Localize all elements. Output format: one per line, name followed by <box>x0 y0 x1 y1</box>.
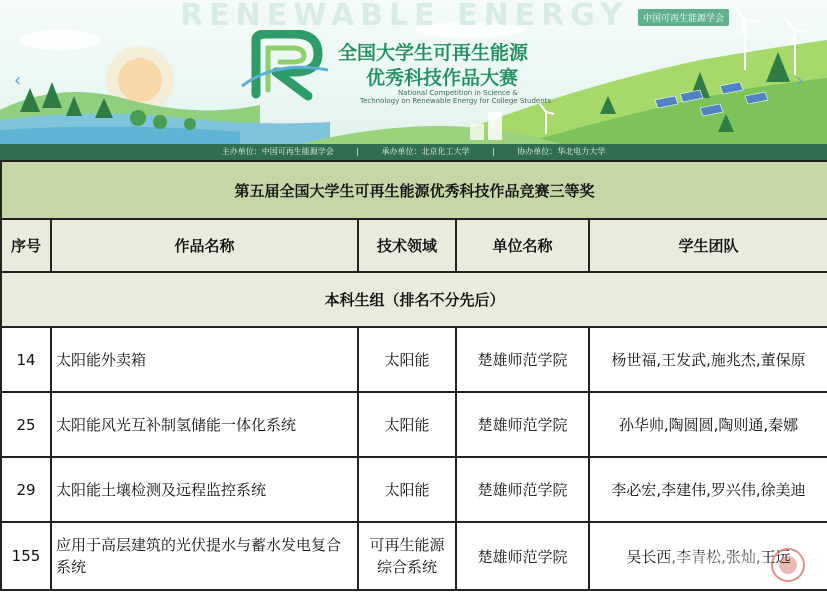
table-row <box>1 457 827 522</box>
cell-number: 155 <box>1 522 51 590</box>
table-header-row <box>1 219 827 272</box>
table-row <box>1 392 827 457</box>
cell-unit: 楚雄师范学院 <box>456 327 589 392</box>
undertaking-organizer: 承办单位：北京化工大学 <box>381 147 470 156</box>
organizer-bar <box>0 144 827 160</box>
cell-number: 29 <box>1 457 51 522</box>
cell-unit: 楚雄师范学院 <box>456 392 589 457</box>
carousel-next-icon[interactable]: › <box>796 70 804 91</box>
cell-work-name: 应用于高层建筑的光伏提水与蓄水发电复合系统 <box>51 522 358 590</box>
host-organizer: 主办单位：中国可再生能源学会 <box>221 147 334 156</box>
organizer-separator: | <box>356 147 359 156</box>
cell-team: 孙华帅,陶圆圆,陶则通,秦娜 <box>589 392 827 457</box>
competition-banner <box>0 0 827 160</box>
society-tag: 中国可再生能源学会 <box>638 9 729 26</box>
cell-unit: 楚雄师范学院 <box>456 522 589 590</box>
cell-work-name: 太阳能外卖箱 <box>51 327 358 392</box>
cell-field: 太阳能 <box>358 457 456 522</box>
column-header-work-name: 作品名称 <box>51 219 358 272</box>
column-header-unit: 单位名称 <box>456 219 589 272</box>
column-header-team: 学生团队 <box>589 219 827 272</box>
cell-unit: 楚雄师范学院 <box>456 457 589 522</box>
background-title-text: RENEWABLE ENERGY <box>180 0 628 33</box>
table-row <box>1 327 827 392</box>
cell-team: 吴长西,李青松,张灿,王远 <box>589 522 827 590</box>
banner-english-line-1: National Competition in Science & <box>398 89 518 97</box>
co-organizer: 协办单位：华北电力大学 <box>517 147 606 156</box>
cell-work-name: 太阳能土壤检测及远程监控系统 <box>51 457 358 522</box>
carousel-prev-icon[interactable]: ‹ <box>14 70 22 91</box>
group-row <box>1 272 827 327</box>
cell-field: 可再生能源综合系统 <box>358 522 456 590</box>
banner-title-line-2: 优秀科技作品大赛 <box>366 67 519 89</box>
table-title-row <box>1 161 827 219</box>
group-label: 本科生组（排名不分先后） <box>1 272 827 327</box>
award-table <box>0 160 827 591</box>
column-header-number: 序号 <box>1 219 51 272</box>
cell-number: 14 <box>1 327 51 392</box>
cell-work-name: 太阳能风光互补制氢储能一体化系统 <box>51 392 358 457</box>
column-header-field: 技术领域 <box>358 219 456 272</box>
cell-team: 杨世福,王发武,施兆杰,董保原 <box>589 327 827 392</box>
banner-title-line-1: 全国大学生可再生能源 <box>338 42 529 64</box>
award-title: 第五届全国大学生可再生能源优秀科技作品竞赛三等奖 <box>1 161 827 219</box>
table-row <box>1 522 827 590</box>
cell-field: 太阳能 <box>358 392 456 457</box>
cell-field: 太阳能 <box>358 327 456 392</box>
banner-english-line-2: Technology on Renewable Energy for College Students <box>360 97 552 105</box>
logo-r-icon <box>236 30 332 102</box>
cell-team: 李必宏,李建伟,罗兴伟,徐美迪 <box>589 457 827 522</box>
cell-number: 25 <box>1 392 51 457</box>
organizer-separator: | <box>492 147 495 156</box>
